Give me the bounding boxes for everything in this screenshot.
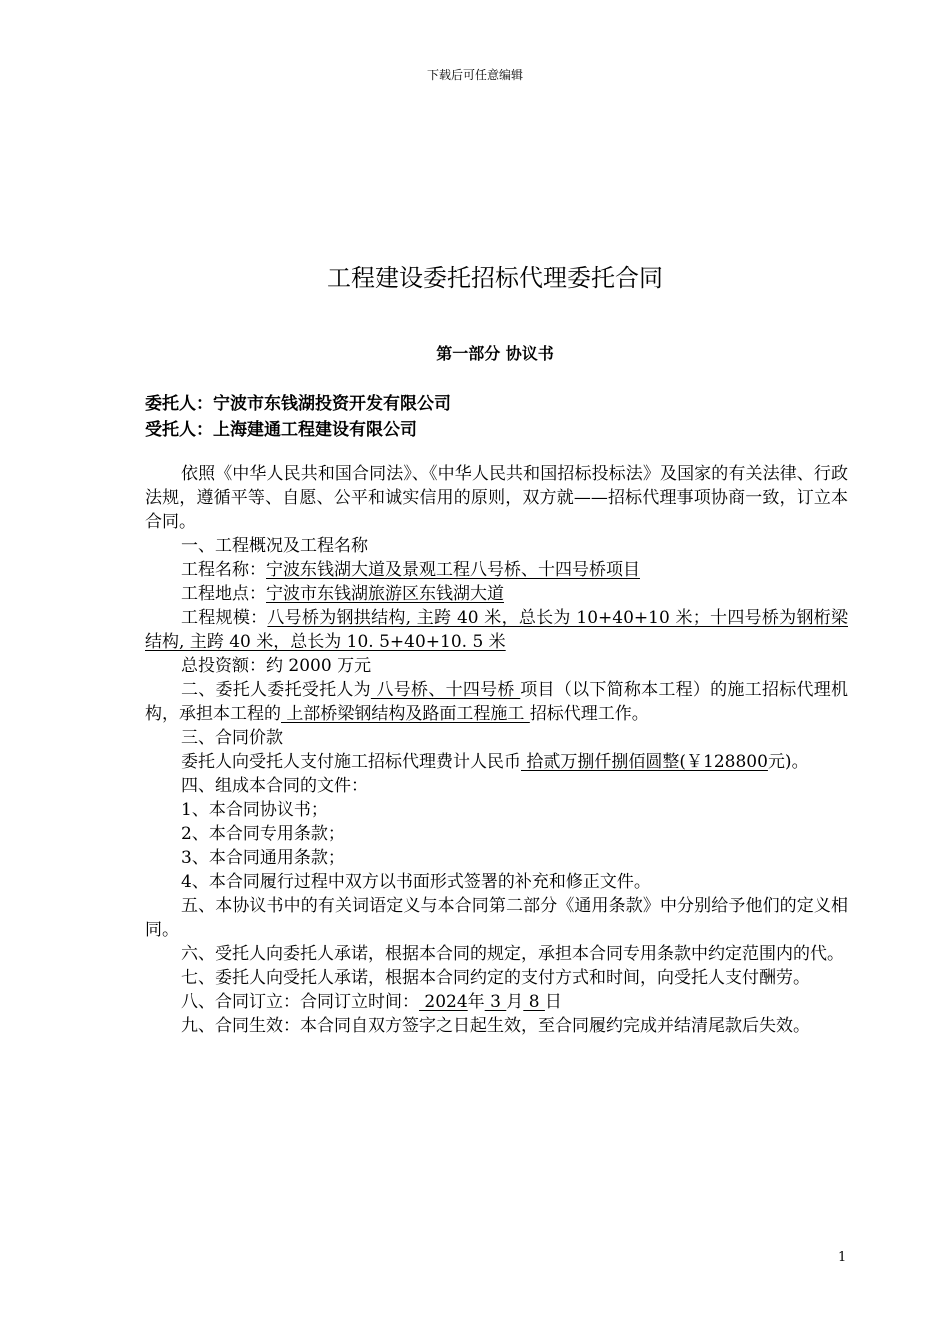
section-2-project: 八号桥、十四号桥 xyxy=(370,680,521,700)
section-2-prefix: 二、委托人委托受托人为 xyxy=(181,680,371,700)
project-scale-value: 八号桥为钢拱结构, 主跨 40 米，总长为 10+40+10 米；十四号桥为钢桁梁结构, 主跨 40 米，总长为 10. 5+40+10. 5 米 xyxy=(145,608,848,652)
project-scale-label: 工程规模： xyxy=(181,608,268,628)
section-8-paragraph xyxy=(145,990,848,1014)
document-list-item: 4、本合同履行过程中双方以书面形式签署的补充和修正文件。 xyxy=(181,872,651,892)
section-6-paragraph: 六、受托人向委托人承诺，根据本合同的规定，承担本合同专用条款中约定范围内的代。 xyxy=(181,944,844,964)
project-scale-line xyxy=(145,606,848,654)
project-location-value: 宁波市东钱湖旅游区东钱湖大道 xyxy=(266,584,504,604)
section-2-scope: 上部桥梁钢结构及路面工程施工 xyxy=(281,704,530,724)
project-location-label: 工程地点： xyxy=(181,584,266,604)
document-list-item: 1、本合同协议书； xyxy=(181,800,328,820)
project-name-label: 工程名称： xyxy=(181,560,266,580)
section-3-suffix: 元)。 xyxy=(767,752,809,772)
agent-party: 受托人：上海建通工程建设有限公司 xyxy=(145,420,417,440)
contract-amount: 拾贰万捌仟捌佰圆整(￥128800 xyxy=(521,752,768,772)
month-unit: 月 xyxy=(506,992,524,1012)
document-list-item: 3、本合同通用条款； xyxy=(181,848,345,868)
document-list-item: 2、本合同专用条款； xyxy=(181,824,345,844)
contract-body xyxy=(145,462,848,1038)
intro-paragraph: 依照《中华人民共和国合同法》、《中华人民共和国招标投标法》及国家的有关法律、行政法规，遵循平等、自愿、公平和诚实信用的原则，双方就——招标代理事项协商一致，订立本合同。 xyxy=(145,464,848,532)
client-party: 委托人：宁波市东钱湖投资开发有限公司 xyxy=(145,394,451,414)
page-number: 1 xyxy=(838,1250,847,1265)
section-subtitle: 第一部分 协议书 xyxy=(436,344,554,363)
project-location-line xyxy=(145,582,848,606)
document-title: 工程建设委托招标代理委托合同 xyxy=(327,264,663,292)
section-3-paragraph xyxy=(145,750,848,774)
project-name-line xyxy=(145,558,848,582)
section-2-suffix: 招标代理工作。 xyxy=(529,704,649,724)
section-3-prefix: 委托人向受托人支付施工招标代理费计人民币 xyxy=(181,752,521,772)
section-5-paragraph: 五、本协议书中的有关词语定义与本合同第二部分《通用条款》中分别给予他们的定义相同。 xyxy=(145,896,848,940)
section-2-middle: 项目（以下简称本工程）的施工招标代理机构，承担本工程的 xyxy=(145,680,848,724)
section-2-paragraph xyxy=(145,678,848,726)
page-header-note: 下载后可任意编辑 xyxy=(426,68,523,82)
signing-month: 3 xyxy=(484,992,507,1012)
day-unit: 日 xyxy=(544,992,562,1012)
section-9-paragraph: 九、合同生效：本合同自双方签字之日起生效，至合同履约完成并结清尾款后失效。 xyxy=(181,1016,810,1036)
section-4-heading: 四、组成本合同的文件： xyxy=(181,776,368,796)
section-1-heading: 一、工程概况及工程名称 xyxy=(181,536,368,556)
section-8-prefix: 八、合同订立：合同订立时间： xyxy=(181,992,419,1012)
signing-day: 8 xyxy=(523,992,545,1012)
year-unit: 年 xyxy=(467,992,485,1012)
section-7-paragraph: 七、委托人向受托人承诺，根据本合同约定的支付方式和时间，向受托人支付酬劳。 xyxy=(181,968,810,988)
section-3-heading: 三、合同价款 xyxy=(181,728,283,748)
signing-year: 2024 xyxy=(419,992,468,1012)
project-name-value: 宁波东钱湖大道及景观工程八号桥、十四号桥项目 xyxy=(266,560,640,580)
investment-line: 总投资额：约 2000 万元 xyxy=(181,656,372,676)
